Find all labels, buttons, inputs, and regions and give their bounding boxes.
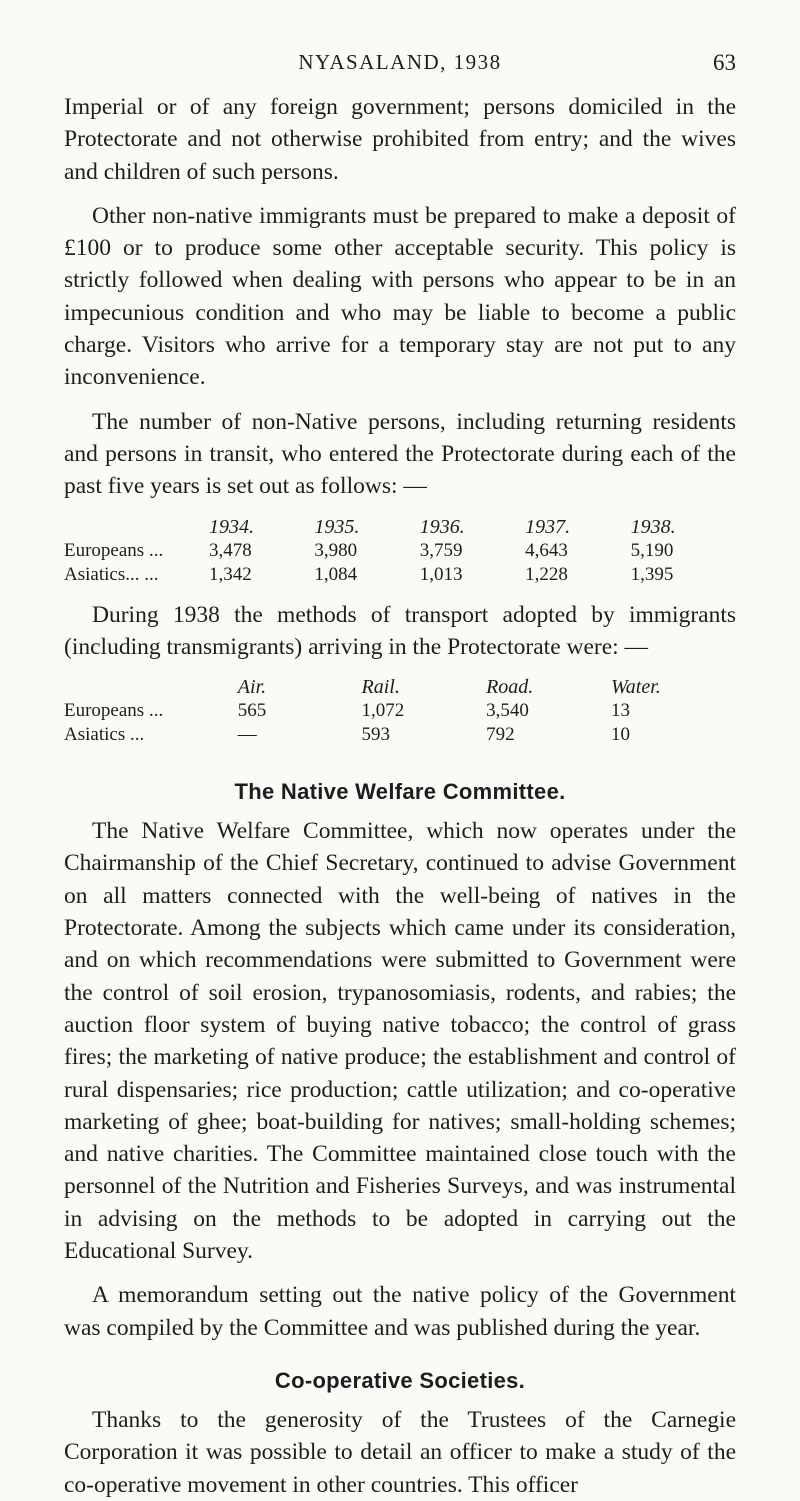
- table-cell: 3,980: [314, 539, 358, 561]
- table-cell: 792: [486, 724, 515, 746]
- table-cell: 1,395: [630, 563, 674, 585]
- table-row: [64, 699, 736, 723]
- table-cell: 3,759: [419, 539, 463, 561]
- paragraph-6: A memorandum setting out the native policy of the Government was compiled by the Committee and was published during the year.: [64, 1282, 736, 1341]
- transport-methods-table: [64, 675, 736, 747]
- body-text: [64, 91, 736, 1501]
- table-cell: 1,072: [361, 700, 405, 722]
- table-cell: 4,643: [525, 539, 568, 561]
- table-corner: [64, 675, 238, 699]
- table-row: [64, 539, 736, 563]
- table-row: [64, 563, 736, 587]
- column-header: Water.: [610, 676, 661, 699]
- column-header: Road.: [486, 676, 534, 699]
- table-cell: —: [237, 724, 257, 746]
- table-cell: 1,084: [314, 563, 358, 585]
- row-label: Europeans ...: [64, 700, 164, 722]
- table-cell: 3,478: [208, 539, 252, 561]
- running-header: [0, 50, 800, 84]
- section-heading-cooperative: Co-operative Societies.: [274, 1367, 526, 1393]
- column-header: 1937.: [525, 515, 571, 538]
- table-cell: 13: [610, 700, 630, 722]
- table-header-row: [64, 675, 736, 699]
- page-number: 63: [713, 50, 736, 75]
- table-cell: 593: [361, 724, 390, 746]
- row-label: Europeans ...: [64, 539, 164, 561]
- column-header: 1938.: [630, 515, 676, 538]
- table-cell: 1,228: [525, 563, 568, 585]
- paragraph-1: Imperial or of any foreign government; persons domiciled in the Protectorate and not otherwise prohibited from entry; and the wives and children of such persons.: [64, 94, 736, 185]
- section-heading-native-welfare: The Native Welfare Committee.: [234, 779, 566, 805]
- column-header: 1934.: [208, 515, 254, 538]
- header-title: NYASALAND, 1938: [298, 50, 502, 74]
- table-row: [64, 723, 736, 747]
- column-header: 1935.: [314, 515, 360, 538]
- immigration-by-year-table: [64, 515, 736, 587]
- table-corner: [64, 515, 209, 539]
- table-cell: 565: [237, 700, 267, 722]
- column-header: 1936.: [419, 515, 465, 538]
- paragraph-3: The number of non-Native persons, including returning residents and persons in transit, who entered the Protectorate during each of the past five years is set out as follows: —: [64, 408, 736, 500]
- table-cell: 10: [610, 724, 630, 746]
- table-cell: 1,013: [419, 563, 463, 585]
- row-label: Asiatics ...: [64, 724, 145, 746]
- table-cell: 5,190: [630, 539, 674, 561]
- column-header: Air.: [237, 676, 267, 699]
- paragraph-2: Other non-native immigrants must be prepared to make a deposit of £100 or to produce some other acceptable security. This policy is strictly followed when dealing with persons who appear to be in an impecunious condition and who may be liable to become a public charge. Visitors who arrive for a temporary stay are not put to any inconvenience.: [64, 202, 736, 391]
- row-label: Asiatics... ...: [64, 563, 159, 585]
- table-cell: 3,540: [486, 700, 529, 722]
- table-header-row: [64, 515, 736, 539]
- paragraph-7: Thanks to the generosity of the Trustees of the Carnegie Corporation it was possible to detail an officer to make a study of the co-operative movement in other countries. This officer: [64, 1406, 736, 1498]
- paragraph-4: During 1938 the methods of transport adopted by immigrants (including transmigrants) arriving in the Protectorate were: —: [64, 601, 736, 660]
- column-header: Rail.: [361, 676, 400, 699]
- paragraph-5: The Native Welfare Committee, which now operates under the Chairmanship of the Chief Secretary, continued to advise Government on all matters connected with the well-being of natives in the Protectorate. Among the subjects which came under its consideration, and on which recommendations were submitted to Government were the control of soil erosion, trypanosomiasis, rodents, and rabies; the auction floor system of buying native tobacco; the control of grass fires; the marketing of native produce; the establishment and control of rural dispensaries; rice production; cattle utilization; and co-operative marketing of ghee; boat-building for natives; small-holding schemes; and native charities. The Committee maintained close touch with the personnel of the Nutrition and Fisheries Surveys, and was instrumental in advising on the methods to be adopted in carrying out the Educational Survey.: [64, 818, 736, 1265]
- table-cell: 1,342: [208, 563, 252, 585]
